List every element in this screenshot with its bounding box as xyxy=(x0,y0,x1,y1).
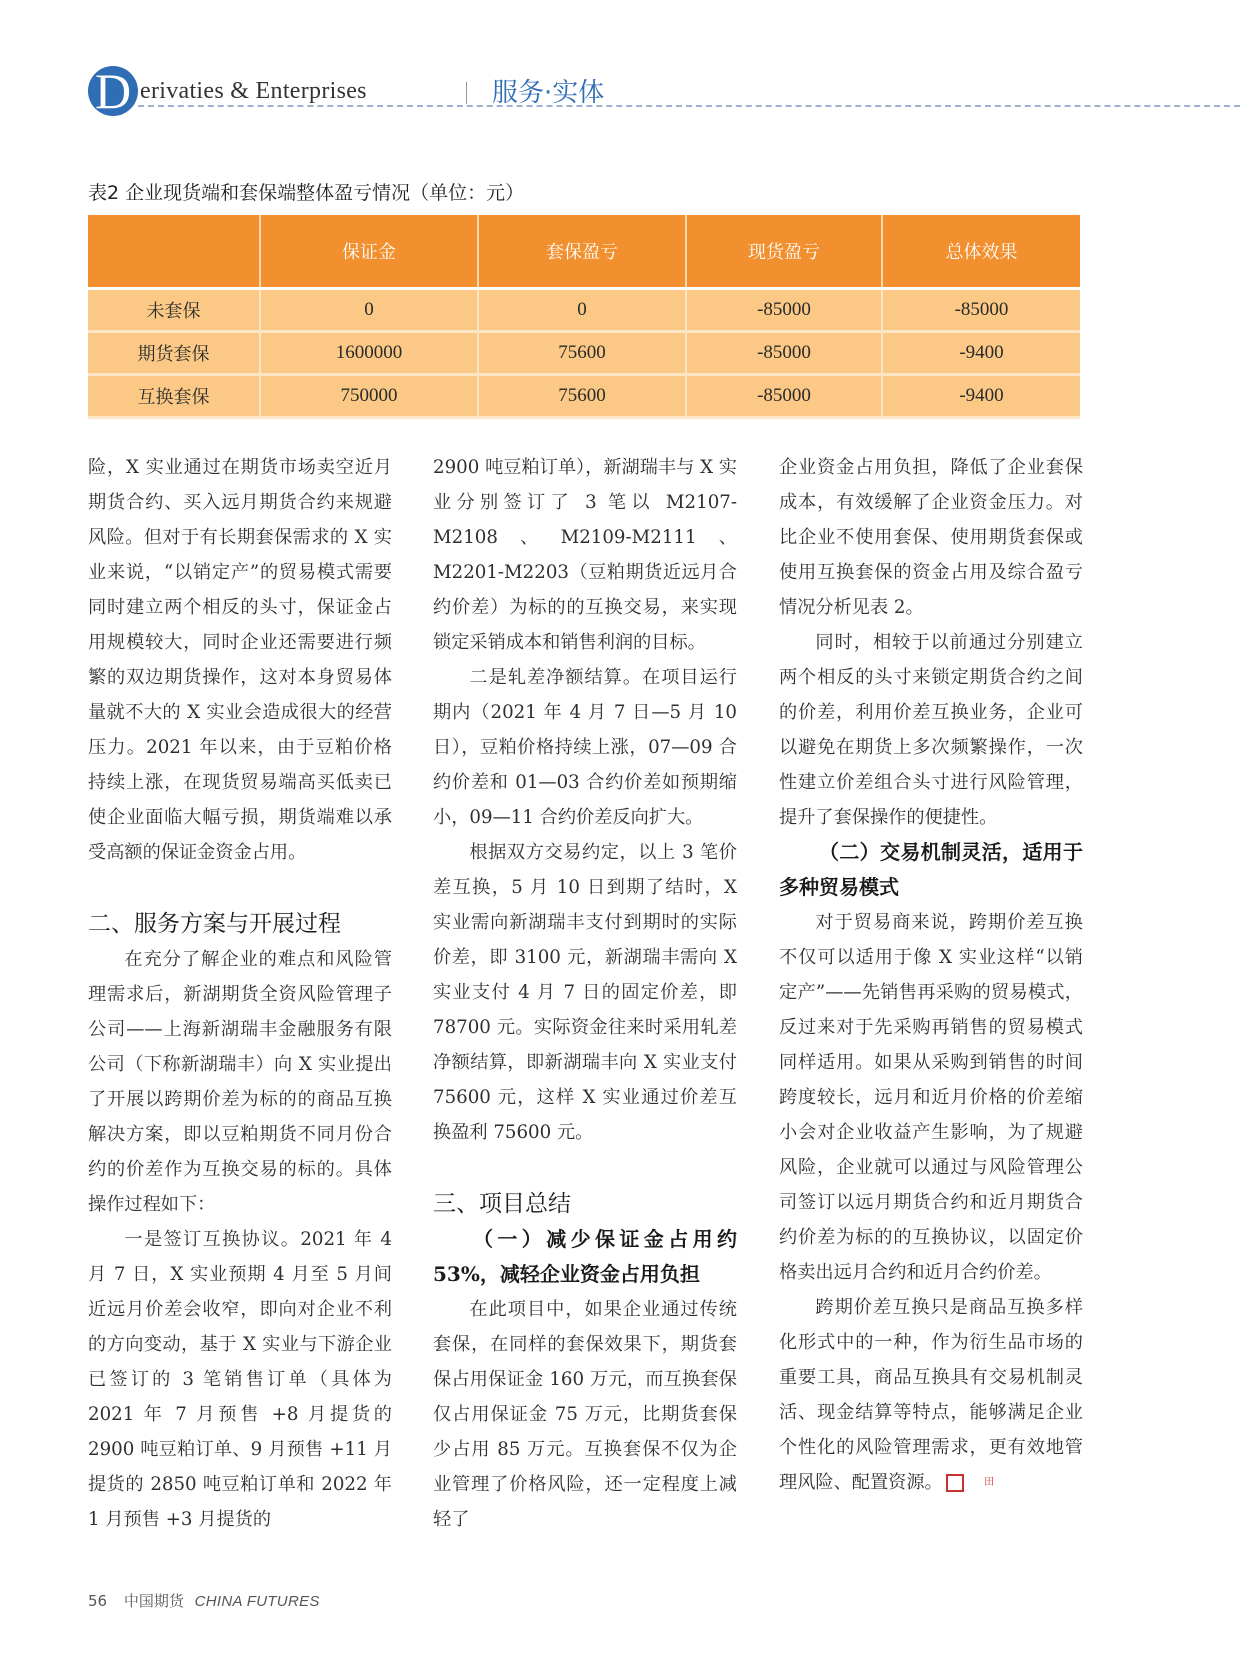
table-cell: 0 xyxy=(260,289,478,332)
article-column-2 xyxy=(433,450,737,1537)
table-cell: -85000 xyxy=(882,289,1080,332)
header-title: erivaties & Enterprises xyxy=(140,78,367,104)
row-label: 期货套保 xyxy=(88,332,260,375)
table-cell: 750000 xyxy=(260,375,478,418)
table-cell: -9400 xyxy=(882,375,1080,418)
paragraph: 2900 吨豆粕订单），新湖瑞丰与 X 实业分别签订了 3 笔以 M2107-M2108、M2109-M2111、M2201-M2203（豆粕期货近远月合约价差）为标的的互换交易，来实现锁定采销成本和销售利润的目标。 xyxy=(433,457,737,653)
subsection-heading: （二）交易机制灵活，适用于多种贸易模式 xyxy=(779,840,1083,899)
table-row xyxy=(88,375,1080,418)
table-row xyxy=(88,332,1080,375)
paragraph: 险，X 实业通过在期货市场卖空近月期货合约、买入远月期货合约来规避风险。但对于有长期套保需求的 X 实业来说，“以销定产”的贸易模式需要同时建立两个相反的头寸，保证金占用规模较大，同时企业还需要进行频繁的双边期货操作，这对本身贸易体量就不大的 X 实业会造成很大的经营压力。2021 年以来，由于豆粕价格持续上涨，在现货贸易端高买低卖已使企业面临大幅亏损，期货端难以承受高额的保证金资金占用。 xyxy=(88,457,392,863)
header-dashed-rule xyxy=(138,105,1240,107)
table-header-cell xyxy=(88,215,260,289)
table-cell: -9400 xyxy=(882,332,1080,375)
paragraph: 在此项目中，如果企业通过传统套保，在同样的套保效果下，期货套保占用保证金 160 万元，而互换套保仅占用保证金 75 万元，比期货套保少占用 85 万元。互换套保不仅为企业管理了价格风险，还一定程度上减轻了 xyxy=(433,1299,737,1530)
paragraph: 对于贸易商来说，跨期价差互换不仅可以适用于像 X 实业这样“以销定产”——先销售再采购的贸易模式，反过来对于先采购再销售的贸易模式同样适用。如果从采购到销售的时间跨度较长，远月和近月价格的价差缩小会对企业收益产生影响，为了规避风险，企业就可以通过与风险管理公司签订以远月期货合约和近月期货合约价差为标的的互换协议，以固定价格卖出远月合约和近月合约价差。 xyxy=(779,912,1083,1283)
table-header-cell: 套保盈亏 xyxy=(478,215,686,289)
subsection-heading: （一）减少保证金占用约 53%，减轻企业资金占用负担 xyxy=(433,1227,737,1286)
profit-loss-table xyxy=(88,215,1080,419)
paragraph: 二是轧差净额结算。在项目运行期内（2021 年 4 月 7 日—5 月 10 日），豆粕价格持续上涨，07—09 合约价差和 01—03 合约价差如预期缩小，09—11 合约价差反向扩大。 xyxy=(433,667,737,828)
magazine-name-en: CHINA FUTURES xyxy=(194,1593,320,1610)
section-heading: 二、服务方案与开展过程 xyxy=(88,911,341,937)
article-column-3 xyxy=(779,450,1083,1500)
article-end-mark-icon: 田 xyxy=(946,1474,964,1492)
article-column-1 xyxy=(88,450,392,1537)
table-row xyxy=(88,289,1080,332)
table-header-cell: 保证金 xyxy=(260,215,478,289)
paragraph: 在充分了解企业的难点和风险管理需求后，新湖期货全资风险管理子公司——上海新湖瑞丰金融服务有限公司（下称新湖瑞丰）向 X 实业提出了开展以跨期价差为标的的商品互换解决方案，即以豆粕期货不同月份合约的价差作为互换交易的标的。具体操作过程如下： xyxy=(88,949,392,1215)
page-header xyxy=(88,60,1240,119)
table-cell: -85000 xyxy=(686,375,882,418)
logo-d-icon: D xyxy=(88,66,138,116)
row-label: 未套保 xyxy=(88,289,260,332)
table-cell: -85000 xyxy=(686,289,882,332)
paragraph: 一是签订互换协议。2021 年 4 月 7 日，X 实业预期 4 月至 5 月间近远月价差会收窄，即向对企业不利的方向变动，基于 X 实业与下游企业已签订的 3 笔销售订单（具体为 2021 年 7 月预售 +8 月提货的 2900 吨豆粕订单、9 月预售 +11 月提货的 2850 吨豆粕订单和 2022 年 1 月预售 +3 月提货的 xyxy=(88,1229,392,1530)
table-cell: 75600 xyxy=(478,375,686,418)
table-cell: -85000 xyxy=(686,332,882,375)
table-cell: 75600 xyxy=(478,332,686,375)
page-footer xyxy=(88,1590,320,1611)
section-heading: 三、项目总结 xyxy=(433,1191,571,1217)
table-caption: 表2 企业现货端和套保端整体盈亏情况（单位：元） xyxy=(88,182,525,204)
row-label: 互换套保 xyxy=(88,375,260,418)
table-header-cell: 总体效果 xyxy=(882,215,1080,289)
table-header-row xyxy=(88,215,1080,289)
header-section: 服务·实体 xyxy=(492,78,605,108)
page-number: 56 xyxy=(88,1592,108,1610)
magazine-name-cn: 中国期货 xyxy=(123,1592,184,1610)
paragraph: 同时，相较于以前通过分别建立两个相反的头寸来锁定期货合约之间的价差，利用价差互换业务，企业可以避免在期货上多次频繁操作，一次性建立价差组合头寸进行风险管理，提升了套保操作的便捷性。 xyxy=(779,632,1083,828)
paragraph xyxy=(779,1290,1083,1500)
paragraph: 企业资金占用负担，降低了企业套保成本，有效缓解了企业资金压力。对比企业不使用套保、使用期货套保或使用互换套保的资金占用及综合盈亏情况分析见表 2。 xyxy=(779,457,1083,618)
table-cell: 1600000 xyxy=(260,332,478,375)
table-header-cell: 现货盈亏 xyxy=(686,215,882,289)
header-divider xyxy=(466,82,467,104)
table-cell: 0 xyxy=(478,289,686,332)
paragraph: 根据双方交易约定，以上 3 笔价差互换，5 月 10 日到期了结时，X 实业需向新湖瑞丰支付到期时的实际价差，即 3100 元，新湖瑞丰需向 X 实业支付 4 月 7 日的固定价差，即 78700 元。实际资金往来时采用轧差净额结算，即新湖瑞丰向 X 实业支付 75600 元，这样 X 实业通过价差互换盈利 75600 元。 xyxy=(433,842,737,1143)
paragraph-text: 跨期价差互换只是商品互换多样化形式中的一种，作为衍生品市场的重要工具，商品互换具有交易机制灵活、现金结算等特点，能够满足企业个性化的风险管理需求，更有效地管理风险、配置资源。 xyxy=(779,1297,1083,1493)
